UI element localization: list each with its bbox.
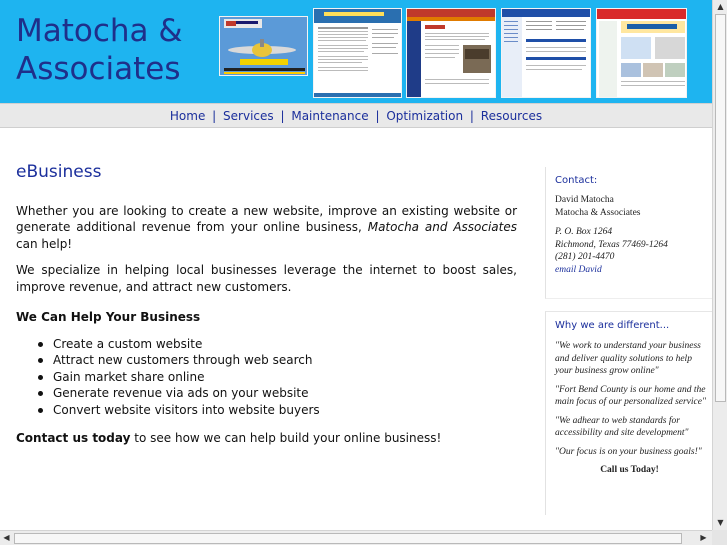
testimonial-quote: "Fort Bend County is our home and the main focus of our personalized service" [555,384,706,407]
list-item: Gain market share online [38,369,517,386]
contact-phone: (281) 201-4470 [555,252,615,262]
contact-address-1: P. O. Box 1264 [555,227,613,237]
scroll-down-icon[interactable]: ▼ [717,518,724,527]
nav-services-link[interactable]: Services [223,109,274,123]
email-link[interactable]: email David [555,264,602,275]
intro-paragraph [16,203,517,253]
list-item: Convert website visitors into website buyers [38,402,517,419]
portfolio-thumb-patio [313,8,402,98]
site-header [0,0,712,103]
services-list [38,336,517,419]
intro-text-2: can help! [16,236,73,251]
why-different-heading: Why we are different... [555,320,670,331]
scroll-right-icon[interactable]: ▶ [700,533,707,542]
horizontal-scrollbar[interactable] [0,530,712,545]
portfolio-thumb-aviation [219,16,308,76]
list-item: Create a custom website [38,336,517,353]
scroll-up-icon[interactable]: ▲ [717,2,724,11]
main-content [16,160,517,457]
services-subheading: We Can Help Your Business [16,310,201,324]
portfolio-thumb-directory [501,8,591,98]
contact-heading: Contact: [555,175,598,186]
testimonial-quote: "We adhear to web standards for accessibility and site development" [555,415,689,438]
cta-text: to see how we can help build your online business! [130,431,442,445]
company-name-emphasis: Matocha and Associates [367,220,517,234]
nav-optimization-link[interactable]: Optimization [386,109,464,123]
nav-resources-link[interactable]: Resources [480,109,543,123]
page-title: eBusiness [16,162,102,182]
portfolio-thumb-news [406,8,496,98]
vertical-scrollbar[interactable] [712,0,727,532]
intro-text-1: Whether you are looking to create a new website, improve an existing website or generate additional revenue from your online business, [16,203,517,234]
contact-us-today: Contact us today [16,431,131,445]
vertical-scroll-thumb[interactable] [715,14,726,402]
nav-separator: | [212,109,217,123]
nav-separator: | [469,109,474,123]
contact-address-2: Richmond, Texas 77469-1264 [555,239,668,250]
specialize-paragraph: We specialize in helping local businesses leverage the internet to boost sales, improve revenue, and attract new customers. [16,263,517,294]
brand-line-2: Associates [16,51,181,87]
nav-maintenance-link[interactable]: Maintenance [291,109,369,123]
call-to-action [16,430,517,447]
contact-box [545,167,713,299]
brand-line-1: Matocha & [16,13,183,49]
testimonial-quote: "We work to understand your business and deliver quality solutions to help your business grow online" [555,341,701,376]
nav-separator: | [375,109,380,123]
scroll-left-icon[interactable]: ◀ [3,533,10,542]
call-us-today: Call us Today! [600,465,659,475]
nav-separator: | [280,109,285,123]
horizontal-scroll-thumb[interactable] [14,533,682,544]
site-logo-text[interactable] [16,12,183,88]
portfolio-thumb-furniture [596,8,687,98]
nav-home-link[interactable]: Home [169,109,206,123]
contact-name: David Matocha [555,195,614,205]
contact-company: Matocha & Associates [555,207,641,218]
why-different-box [545,311,713,515]
main-nav [0,103,712,128]
scrollbar-corner [712,530,727,545]
list-item: Attract new customers through web search [38,352,517,369]
list-item: Generate revenue via ads on your website [38,385,517,402]
testimonial-quote: "Our focus is on your business goals!" [555,446,702,457]
